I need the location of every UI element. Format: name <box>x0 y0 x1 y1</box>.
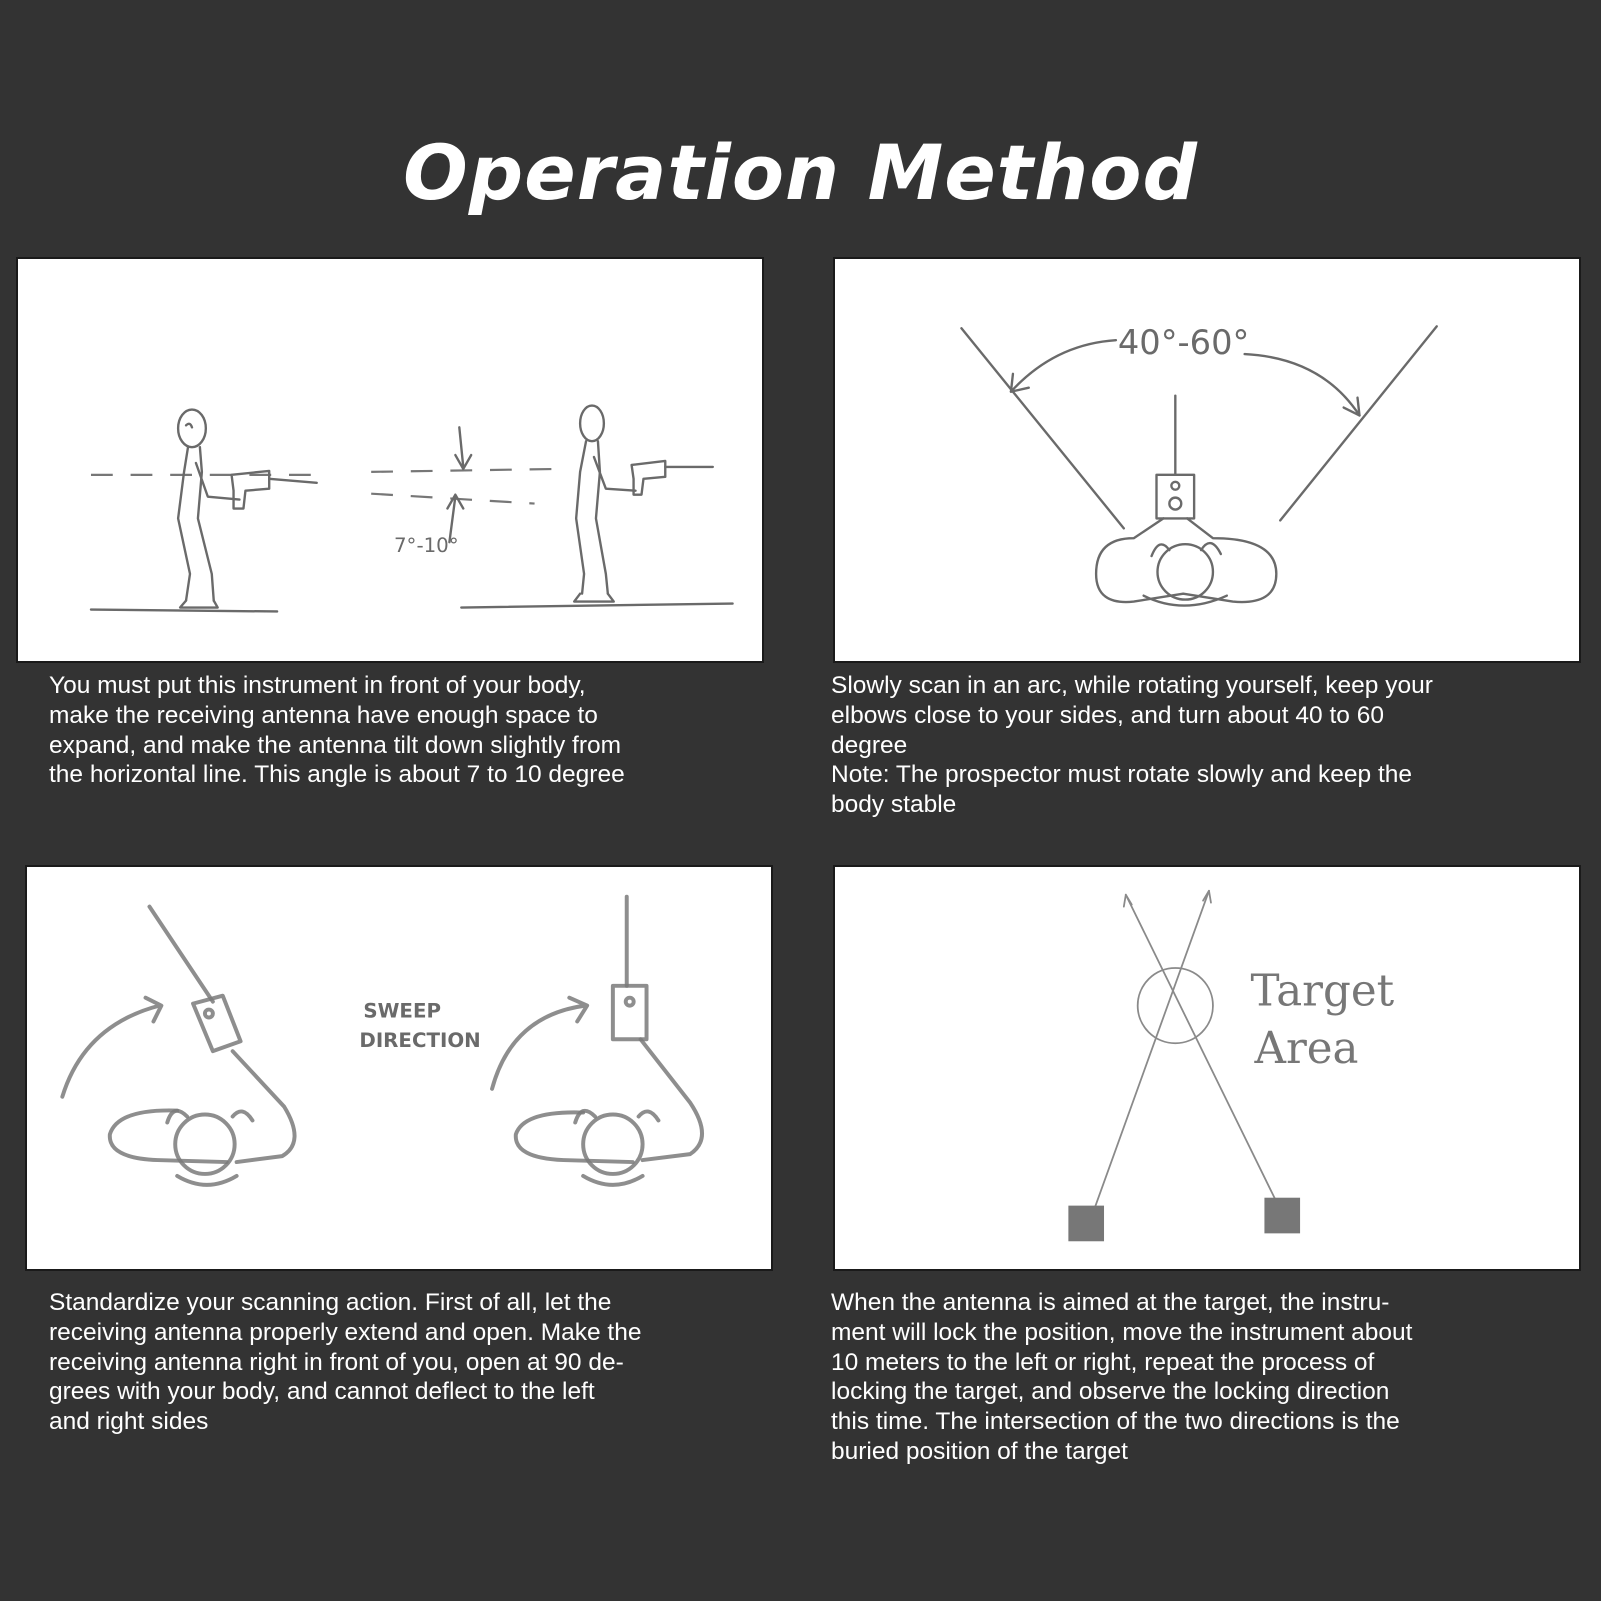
caption-target-area: When the antenna is aimed at the target, the instru- ment will lock the position, move the instrument about 10 meters to the left or right, repeat the process of locking the target, and observe the locking direction this time. The intersection of the two directions is the buried position of the target <box>831 1289 1413 1465</box>
sweep-direction-sketch <box>27 867 771 1269</box>
target-area-sketch <box>835 867 1579 1269</box>
tilt-angle-label: 7°-10° <box>393 534 459 558</box>
target-label-line1: Target <box>1250 966 1395 1017</box>
arc-scan-sketch <box>835 259 1579 661</box>
caption-sweep-direction: Standardize your scanning action. First of all, let the receiving antenna properly extend and open. Make the receiving antenna right in front of you, open at 90 de- grees with your body, and cannot deflect to the left and right sides <box>49 1289 642 1436</box>
panel-target-area-illustration <box>833 865 1581 1271</box>
sweep-label-line2: DIRECTION <box>359 1029 481 1053</box>
panel-arc-scan-illustration <box>833 257 1581 663</box>
target-label-line2: Area <box>1254 1024 1359 1075</box>
arc-angle-label: 40°-60° <box>1117 323 1250 363</box>
panel-antenna-tilt-illustration <box>16 257 764 663</box>
sweep-label-line1: SWEEP <box>363 999 442 1023</box>
antenna-tilt-sketch <box>18 259 762 661</box>
caption-arc-scan: Slowly scan in an arc, while rotating yourself, keep your elbows close to your sides, and turn about 40 to 60 degree Note: The prospector must rotate slowly and keep the body stable <box>831 672 1433 819</box>
caption-antenna-tilt: You must put this instrument in front of your body, make the receiving antenna have enough space to expand, and make the antenna tilt down slightly from the horizontal line. This angle is about 7 to 10 degree <box>49 672 625 789</box>
panel-sweep-direction-illustration <box>25 865 773 1271</box>
page-title: Operation Method <box>403 128 1198 217</box>
